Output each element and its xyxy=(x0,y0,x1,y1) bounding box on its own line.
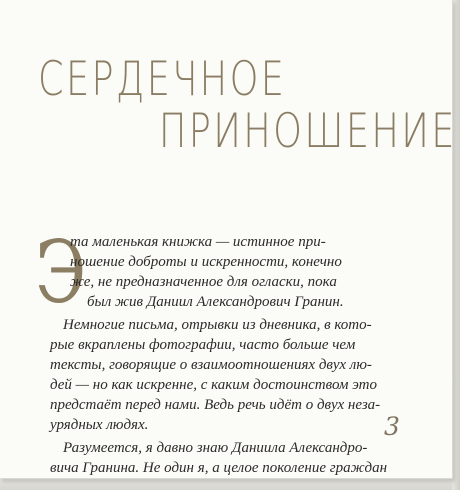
paragraph-2-line-4: дей — но как искренне, с каким достоинством это xyxy=(50,377,377,393)
paragraph-2-line-5: предстаёт перед нами. Ведь речь идёт о двух неза- xyxy=(50,397,381,413)
paragraph-1-line-3: же, не предназначенное для огласки, пока xyxy=(70,274,337,290)
page-bottom-edge xyxy=(0,478,460,490)
page-number: 3 xyxy=(384,412,400,441)
paragraph-1-line-2: ношение доброты и искренности, конечно xyxy=(70,254,342,270)
drop-cap-letter: Э xyxy=(35,223,87,323)
chapter-title-line-2: ПРИНОШЕНИЕ xyxy=(158,104,457,159)
paragraph-2-line-6: урядных людях. xyxy=(50,417,149,433)
page-right-edge xyxy=(452,0,460,490)
paragraph-1-line-1: та маленькая книжка — истинное при- xyxy=(70,234,326,250)
chapter-title-line-1: СЕРДЕЧНОЕ xyxy=(38,52,287,107)
paragraph-2-line-1: Немногие письма, отрывки из дневника, в кото- xyxy=(63,317,372,333)
paragraph-3-line-1: Разумеется, я давно знаю Даниила Александро- xyxy=(63,440,368,456)
paragraph-2-line-2: рые вкраплены фотографии, часто больше чем xyxy=(50,337,356,353)
paragraph-2-line-3: тексты, говорящие о взаимоотношениях двух лю- xyxy=(50,357,372,373)
paragraph-1-line-4: был жив Даниил Александрович Гранин. xyxy=(87,294,344,310)
paragraph-3-line-2: вича Гранина. Не один я, а целое поколение граждан xyxy=(50,460,388,476)
